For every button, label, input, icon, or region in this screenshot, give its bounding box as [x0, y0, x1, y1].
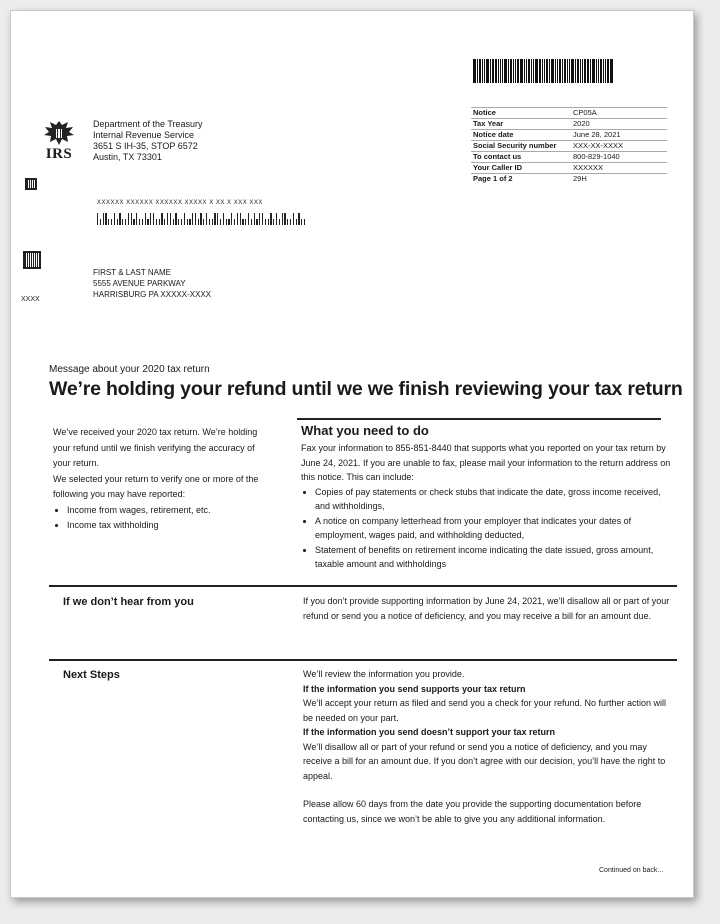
section-divider [49, 585, 677, 587]
barcode-bar [577, 59, 579, 83]
postal-bar [209, 219, 210, 225]
table-row: Page 1 of 2 29H [471, 174, 667, 185]
postal-bar [111, 219, 112, 225]
postal-bar [139, 219, 140, 225]
barcode-bar [546, 59, 548, 83]
barcode-bar [520, 59, 523, 83]
barcode-bar [571, 59, 574, 83]
postal-bar [254, 213, 255, 225]
barcode-bar [495, 59, 497, 83]
barcode-bar [515, 59, 516, 83]
postal-bar [290, 219, 291, 225]
section-divider [49, 659, 677, 661]
postal-bar [125, 219, 126, 225]
postal-bar [276, 213, 277, 225]
postal-bar [226, 219, 227, 225]
barcode-bar [524, 59, 525, 83]
section-divider [297, 418, 661, 420]
barcode-bar [580, 59, 581, 83]
postal-barcode [97, 213, 305, 225]
postal-bar [150, 213, 151, 225]
postal-bar [268, 219, 269, 225]
postal-bar [192, 213, 193, 225]
barcode-bar [582, 59, 583, 83]
postal-bar [304, 219, 305, 225]
postal-bar [240, 213, 241, 225]
barcode-bar [555, 59, 556, 83]
postal-bar [279, 219, 280, 225]
barcode-bar [592, 59, 595, 83]
what-you-need-body: Fax your information to 855-851-8440 that supports what you reported on your tax return by June 24, 2021. If you are unable to fax, please mail your information to the return address on this notice. This can include: • Copies of pay statements or check stubs that indicate the date, gross income received, and withholdings, • A notice on company letterhead from your employer that indicates your dates of employment, wages paid, and withholding deducted, • Statement of benefits on retirement income indicating the date issued, gross amount, taxable amount and withholdings [301, 441, 673, 572]
barcode-bar [531, 59, 532, 83]
if-we-dont-hear-body: If you don’t provide supporting information by June 24, 2021, we’ll disallow all or part of your refund or send you a notice of deficiency, and you may receive a bill for an amount due. [303, 596, 670, 621]
postal-bar [175, 213, 176, 225]
list-item: • Copies of pay statements or check stubs that indicate the date, gross income received, and withholdings, [315, 485, 673, 514]
postal-bar [170, 213, 171, 225]
postal-bar [282, 213, 283, 225]
postal-bar [181, 219, 182, 225]
postal-bar [212, 219, 213, 225]
barcode-bar [528, 59, 530, 83]
postal-bar [195, 213, 196, 225]
barcode-bar [482, 59, 483, 83]
postal-bar [298, 213, 299, 225]
postal-bar [296, 219, 297, 225]
mail-code: XXXXXX XXXXXX XXXXXX XXXXX X XX X XXX XXX [97, 200, 263, 206]
postal-bar [97, 213, 98, 225]
barcode-bar [502, 59, 503, 83]
barcode-bar [517, 59, 519, 83]
barcode [473, 59, 665, 83]
postal-bar [248, 213, 249, 225]
postal-bar [133, 219, 134, 225]
barcode-bar [504, 59, 507, 83]
table-row: Social Security number XXX-XX-XXXX [471, 141, 667, 152]
barcode-bar [575, 59, 576, 83]
postal-bar [259, 213, 260, 225]
barcode-bar [607, 59, 609, 83]
intro-text: We’ve received your 2020 tax return. We’re holding your refund until we finish verifying the accuracy of your return. We selected your return to verify one or more of the following you may have reported: • Income from wages, retirement, etc. • Income tax withholding [53, 425, 263, 534]
postal-bar [200, 213, 201, 225]
page-title: We’re holding your refund until we we finish reviewing your tax return [49, 378, 683, 400]
barcode-bar [598, 59, 599, 83]
barcode-bar [542, 59, 543, 83]
message-subtitle: Message about your 2020 tax return [49, 364, 210, 375]
qr-code-small [25, 178, 37, 190]
barcode-bar [492, 59, 494, 83]
table-row: Notice date June 28, 2021 [471, 130, 667, 141]
if-we-dont-hear-title: If we don’t hear from you [63, 596, 194, 608]
postal-bar [167, 213, 168, 225]
list-item: • A notice on company letterhead from your employer that indicates your dates of employment, wages paid, and withholding deducted, [315, 514, 673, 543]
postal-bar [251, 219, 252, 225]
postal-bar [131, 213, 132, 225]
barcode-bar [551, 59, 554, 83]
barcode-bar [557, 59, 558, 83]
postal-bar [103, 213, 104, 225]
postal-bar [245, 219, 246, 225]
postal-bar [198, 219, 199, 225]
postal-bar [156, 219, 157, 225]
qr-code [23, 251, 41, 269]
postal-bar [262, 213, 263, 225]
barcode-bar [605, 59, 606, 83]
postal-bar [105, 213, 106, 225]
table-row: Notice CP05A [471, 108, 667, 119]
postal-bar [142, 219, 143, 225]
barcode-bar [535, 59, 538, 83]
irs-logo [39, 119, 79, 162]
postal-bar [173, 219, 174, 225]
postal-bar [234, 219, 235, 225]
postal-bar [114, 213, 115, 225]
barcode-bar [569, 59, 570, 83]
postal-bar [178, 219, 179, 225]
continued-note: Continued on back... [599, 867, 664, 874]
postal-bar [242, 219, 243, 225]
postal-bar [147, 219, 148, 225]
postal-bar [119, 213, 120, 225]
postal-bar [100, 219, 101, 225]
postal-bar [214, 213, 215, 225]
postal-bar [128, 213, 129, 225]
barcode-bar [490, 59, 491, 83]
postal-bar [228, 219, 229, 225]
sender-address: Department of the Treasury Internal Revenue Service 3651 S IH-35, STOP 6572 Austin, TX 73301 [93, 119, 203, 162]
barcode-bar [500, 59, 501, 83]
barcode-bar [498, 59, 499, 83]
postal-bar [136, 213, 137, 225]
postal-bar [217, 213, 218, 225]
postal-bar [164, 219, 165, 225]
barcode-bar [544, 59, 545, 83]
barcode-bar [549, 59, 550, 83]
next-steps-body: We’ll review the information you provide. If the information you send supports your tax return We’ll accept your return as filed and send you a check for your refund. No further action will be needed on your part. If the information you send doesn’t support your tax return We’ll disallow all or part of your refund or send you a notice of deficiency, and you may receive a bill for an amount due. If you don’t agree with our decision, you’ll have the right to appeal. Please allow 60 days from the date you provide the supporting documentation before contacting us, since we won’t be able to give you any additional information. [303, 669, 667, 824]
barcode-bar [508, 59, 509, 83]
postal-bar [108, 219, 109, 225]
table-row: Tax Year 2020 [471, 119, 667, 130]
barcode-bar [477, 59, 478, 83]
postal-bar [265, 219, 266, 225]
table-row: Your Caller ID XXXXXX [471, 163, 667, 174]
logo-text: IRS [45, 146, 73, 162]
barcode-bar [526, 59, 527, 83]
barcode-bar [610, 59, 613, 83]
barcode-bar [596, 59, 597, 83]
list-item: • Income tax withholding [67, 518, 263, 534]
postal-bar [301, 219, 302, 225]
barcode-bar [600, 59, 602, 83]
side-code: XXXX [21, 296, 40, 303]
table-row: To contact us 800-829-1040 [471, 152, 667, 163]
recipient-address: FIRST & LAST NAME 5555 AVENUE PARKWAY HARRISBURG PA XXXXX-XXXX [93, 268, 212, 299]
notice-info-table [471, 107, 667, 184]
postal-bar [237, 213, 238, 225]
postal-bar [159, 219, 160, 225]
barcode-bar [510, 59, 512, 83]
postal-bar [161, 213, 162, 225]
postal-bar [187, 219, 188, 225]
barcode-bar [562, 59, 563, 83]
barcode-bar [564, 59, 566, 83]
postal-bar [117, 219, 118, 225]
barcode-bar [513, 59, 514, 83]
barcode-bar [584, 59, 586, 83]
barcode-bar [559, 59, 561, 83]
postal-bar [203, 219, 204, 225]
notice-page [10, 10, 694, 898]
barcode-bar [484, 59, 485, 83]
postal-bar [206, 213, 207, 225]
postal-bar [122, 219, 123, 225]
next-steps-title: Next Steps [63, 669, 120, 681]
requirements-list [301, 485, 673, 572]
barcode-bar [479, 59, 481, 83]
barcode-bar [587, 59, 589, 83]
intro-list [53, 503, 263, 534]
irs-eagle-icon [42, 119, 76, 147]
postal-bar [293, 213, 294, 225]
postal-bar [273, 219, 274, 225]
barcode-bar [533, 59, 534, 83]
postal-bar [270, 213, 271, 225]
barcode-bar [473, 59, 476, 83]
postal-bar [145, 213, 146, 225]
barcode-bar [567, 59, 568, 83]
postal-bar [256, 219, 257, 225]
list-item: • Statement of benefits on retirement income indicating the date issued, gross amount, taxable amount and withholdings [315, 543, 673, 572]
postal-bar [153, 213, 154, 225]
postal-bar [284, 213, 285, 225]
postal-bar [189, 219, 190, 225]
barcode-bar [603, 59, 604, 83]
postal-bar [231, 213, 232, 225]
list-item: • Income from wages, retirement, etc. [67, 503, 263, 519]
postal-bar [223, 213, 224, 225]
barcode-bar [539, 59, 541, 83]
barcode-bar [486, 59, 489, 83]
what-you-need-title: What you need to do [301, 423, 429, 438]
postal-bar [287, 219, 288, 225]
postal-bar [184, 213, 185, 225]
barcode-bar [590, 59, 591, 83]
postal-bar [220, 219, 221, 225]
